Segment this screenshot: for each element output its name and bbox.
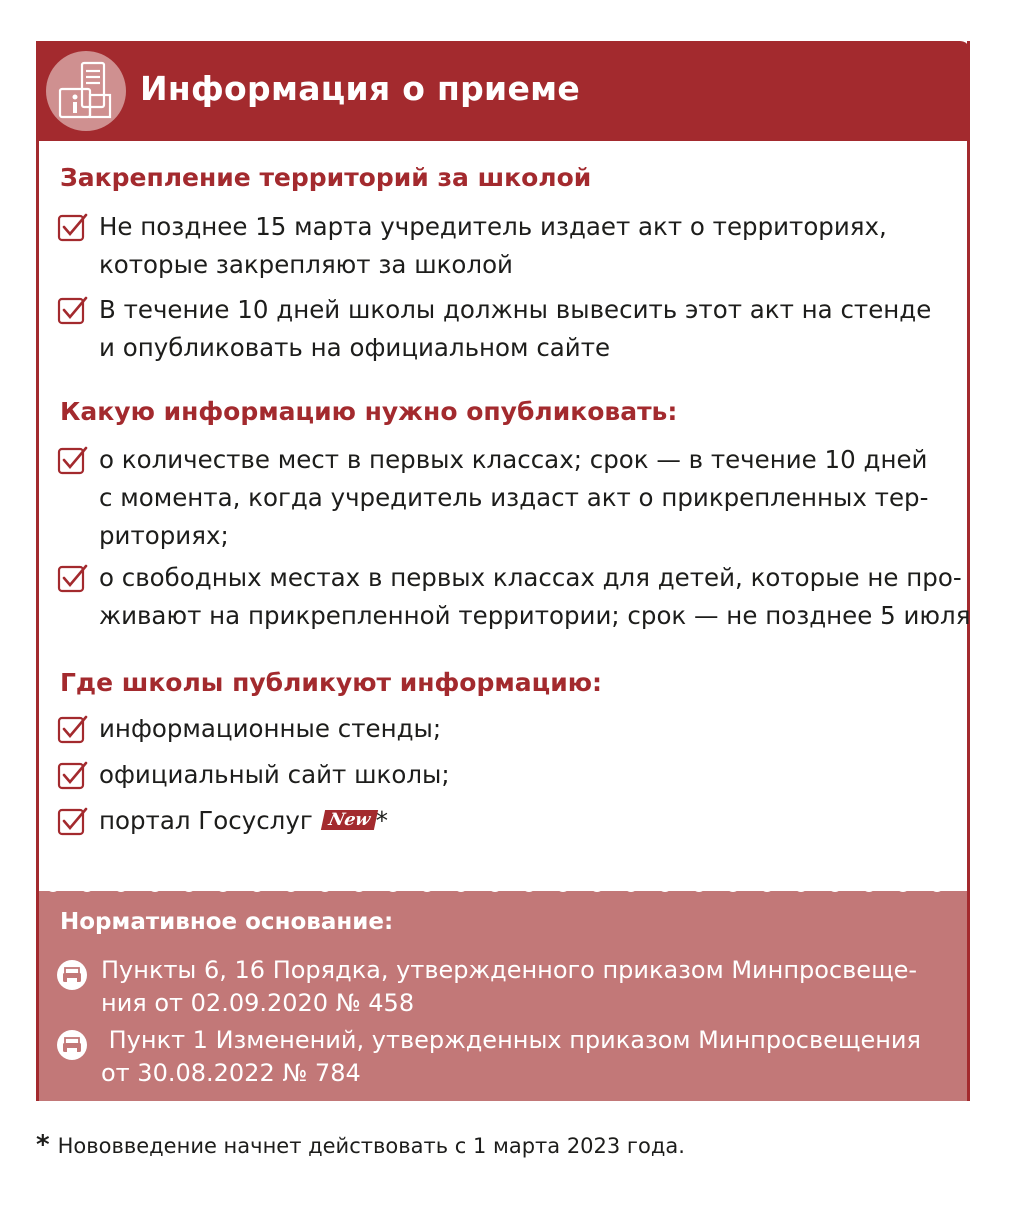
checkbox-checked-icon (57, 295, 89, 327)
list-item-text: В течение 10 дней школы должны вывесить этот акт на стенде и опубликовать на официальном сайте (99, 295, 932, 362)
legal-basis-text: Пункт 1 Изменений, утвержденных приказом Минпросвещения от 30.08.2022 № 784 (101, 1026, 921, 1087)
section-title-publish: Какую информацию нужно опубликовать: (60, 397, 678, 426)
legal-basis-text: Пункты 6, 16 Порядка, утвержденного приказом Минпросвеще- ния от 02.09.2020 № 458 (101, 956, 918, 1017)
checkbox-checked-icon (57, 806, 89, 838)
page-title: Информация о приеме (140, 69, 581, 108)
gosuslugi-label: портал Госуслуг (99, 806, 313, 835)
footnote-text: Нововведение начнет действовать с 1 марта 2023 года. (57, 1134, 685, 1158)
list-item-text: официальный сайт школы; (99, 760, 450, 789)
documents-info-icon (46, 51, 126, 131)
footnote-asterisk: * (36, 1130, 50, 1160)
scalloped-edge (39, 885, 967, 899)
checkbox-checked-icon (57, 212, 89, 244)
list-item-text: о свободных местах в первых классах для детей, которые не про- живают на прикрепленной территории; срок — не позднее 5 июля (99, 563, 971, 630)
checkbox-checked-icon (57, 760, 89, 792)
printer-icon (57, 1030, 87, 1060)
checkbox-checked-icon (57, 714, 89, 746)
list-item-text (99, 802, 388, 840)
checkbox-checked-icon (57, 445, 89, 477)
section-title-where: Где школы публикуют информацию: (60, 668, 603, 697)
card-header (36, 41, 970, 141)
list-item-text: информационные стенды; (99, 714, 442, 743)
admission-info-card (36, 41, 970, 1101)
checkbox-checked-icon (57, 563, 89, 595)
section-title-territories: Закрепление территорий за школой (60, 163, 592, 192)
new-badge: New (321, 810, 378, 830)
list-item-text: Не позднее 15 марта учредитель издает акт о территориях, которые закрепляют за школой (99, 212, 887, 279)
list-item-text: о количестве мест в первых классах; срок — в течение 10 дней с момента, когда учредитель издаст акт о прикрепленных тер- риториях; (99, 445, 929, 550)
printer-icon (57, 960, 87, 990)
footnote (36, 1130, 685, 1160)
legal-basis-panel (39, 891, 967, 1101)
asterisk-mark: * (375, 806, 388, 835)
legal-basis-title: Нормативное основание: (60, 909, 394, 935)
